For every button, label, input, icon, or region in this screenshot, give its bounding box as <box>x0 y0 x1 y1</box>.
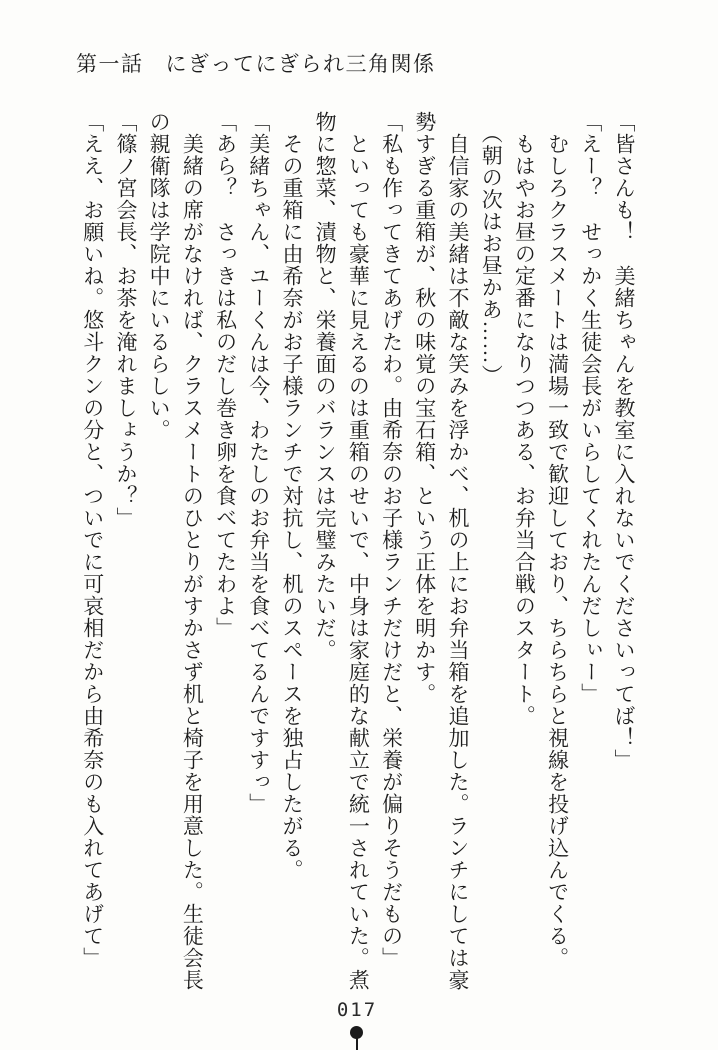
chapter-title: にぎってにぎられ三角関係 <box>165 52 436 76</box>
novel-paragraph: 「あら？ さっきは私のだし巻き卵を食べてたわよ」 <box>213 111 238 639</box>
novel-paragraph: といっても豪華に見えるのは重箱のせいで、中身は家庭的な献立で統一されていた。煮物に惣菜、漬物と、栄養面のバランスは完璧みたいだ。 <box>313 111 371 991</box>
novel-text-block <box>76 111 640 995</box>
novel-paragraph: （朝の次はお昼かあ……） <box>479 111 504 387</box>
novel-paragraph: 「私も作ってきてあげたわ。由希奈のお子様ランチだけだと、栄養が偏りそうだもの」 <box>379 111 404 969</box>
novel-paragraph: 美緒の席がなければ、クラスメートのひとりがすかさず机と椅子を用意した。生徒会長の親衛隊は学院中にいるらしい。 <box>147 111 205 991</box>
chapter-header <box>76 48 436 78</box>
novel-paragraph: その重箱に由希奈がお子様ランチで対抗し、机のスペースを独占したがる。 <box>279 111 304 881</box>
novel-paragraph: 「ええ、お願いね。悠斗クンの分と、ついでに可哀相だから由希奈のも入れてあげて」 <box>80 111 105 969</box>
footer-line-marker <box>356 1037 358 1050</box>
novel-paragraph: 「篠ノ宮会長、お茶を淹れましょうか？」 <box>113 111 138 529</box>
novel-paragraph: 「えー？ せっかく生徒会長がいらしてくれたんだしぃー」 <box>578 111 603 705</box>
novel-paragraph: むしろクラスメートは満場一致で歓迎しており、ちらちらと視線を投げ込んでくる。 <box>545 111 570 969</box>
chapter-number: 第一話 <box>76 52 144 76</box>
novel-paragraph: 「皆さんも！ 美緒ちゃんを教室に入れないでくださいってば！」 <box>612 111 636 771</box>
novel-paragraph: もはやお昼の定番になりつつある、お弁当合戦のスタート。 <box>512 111 537 727</box>
page-number: 017 <box>336 999 378 1021</box>
novel-paragraph: 自信家の美緒は不敵な笑みを浮かべ、机の上にお弁当箱を追加した。ランチにしては豪勢すぎる重箱が、秋の味覚の宝石箱、という正体を明かす。 <box>412 111 470 991</box>
novel-paragraph: 「美緒ちゃん、ユーくんは今、わたしのお弁当を食べてるんですすっ」 <box>246 111 271 815</box>
